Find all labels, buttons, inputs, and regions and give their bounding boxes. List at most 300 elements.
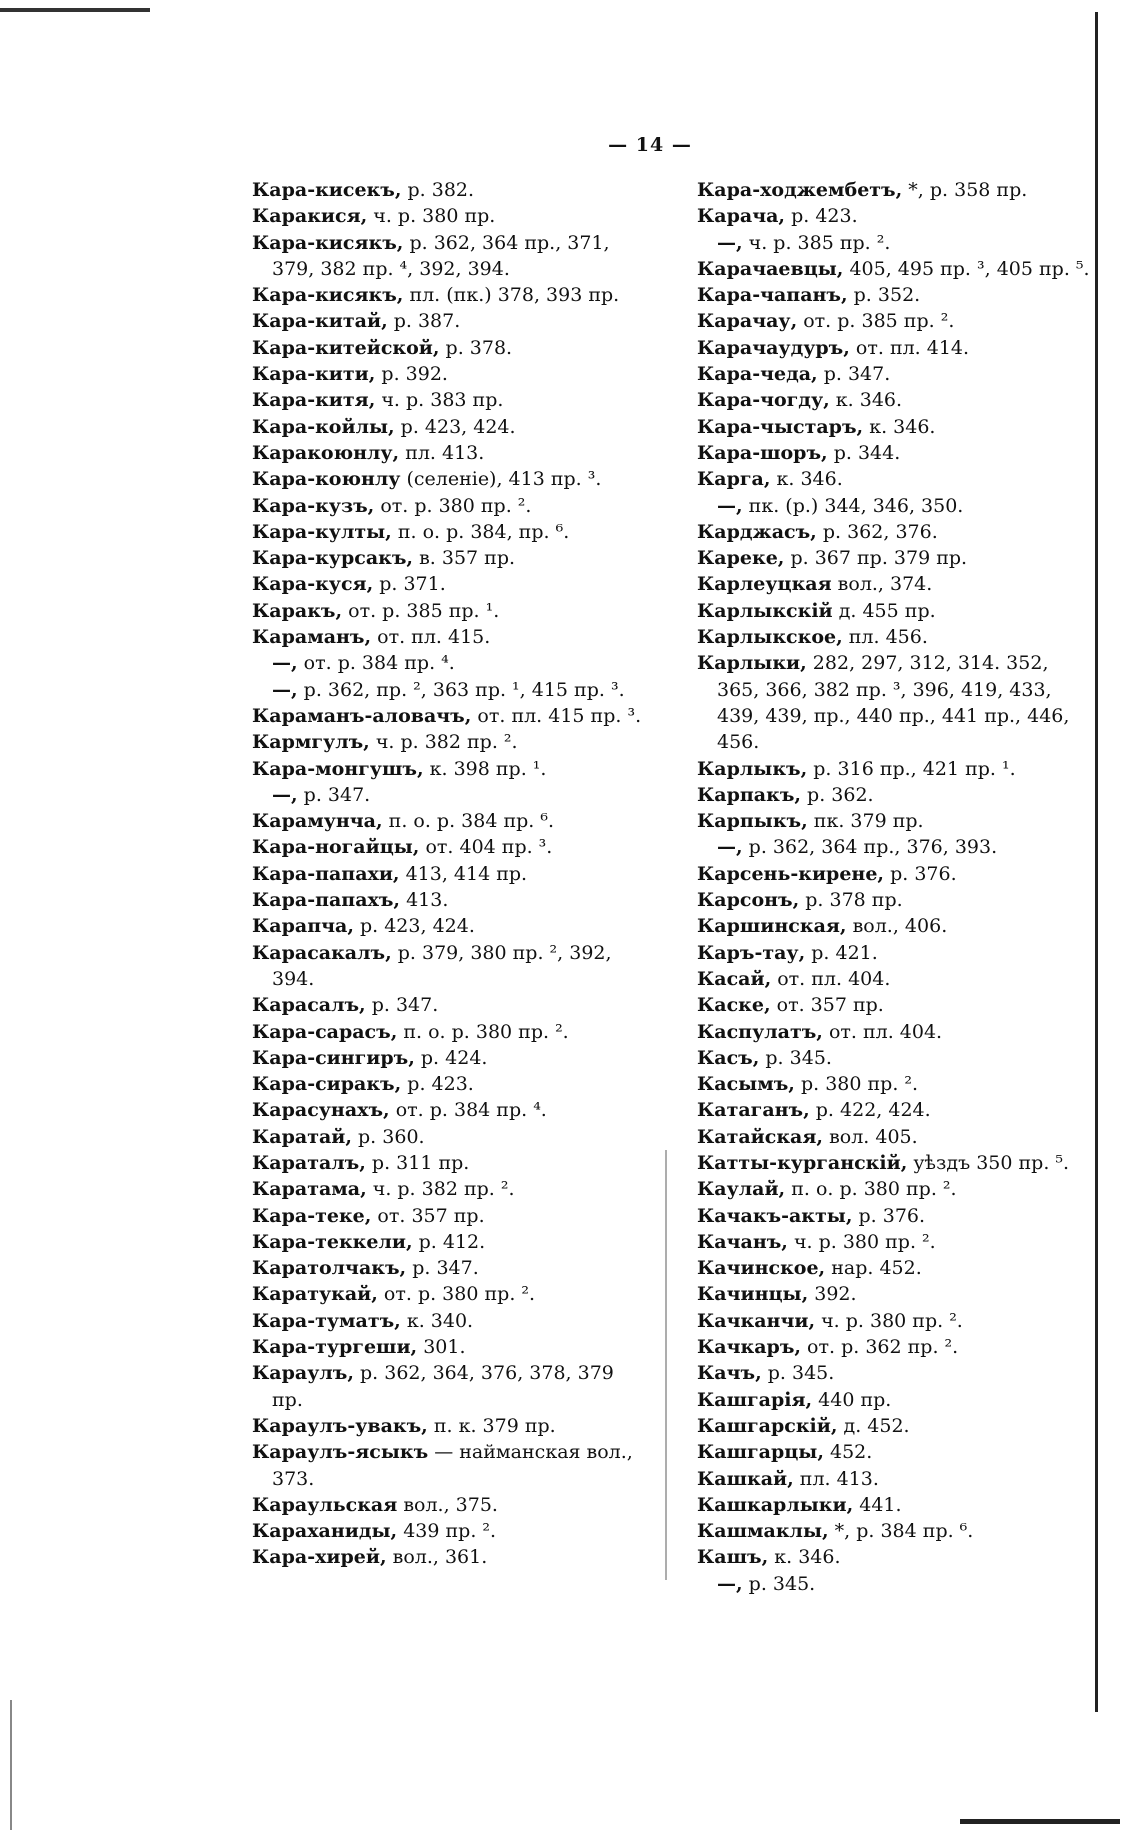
index-entry <box>697 519 1095 545</box>
scan-edge-mark-top <box>0 8 150 12</box>
entry-headword: —, <box>717 494 743 517</box>
index-entry <box>697 834 1095 860</box>
entry-references: р. 347. <box>365 994 439 1017</box>
index-column-left <box>252 177 642 1571</box>
entry-headword: Кара-папахи, <box>252 862 400 885</box>
index-entry <box>697 782 1095 808</box>
entry-references: д. 455 пр. <box>832 599 936 622</box>
entry-headword: Кара-китя, <box>252 389 376 412</box>
entry-headword: Карачаевцы, <box>697 257 844 280</box>
entry-references: 441. <box>853 1493 902 1516</box>
index-entry <box>697 966 1095 992</box>
entry-headword: Каршинская, <box>697 915 847 938</box>
entry-headword: Каракися, <box>252 205 368 228</box>
index-entry <box>697 493 1095 519</box>
entry-references: от. 357 пр. <box>371 1204 485 1227</box>
index-entry <box>252 466 642 492</box>
entry-headword: Караулъ-увакъ, <box>252 1414 428 1437</box>
index-entry <box>697 1360 1095 1386</box>
entry-references: ч. р. 382 пр. ². <box>369 731 518 754</box>
scan-edge-mark-bottom <box>960 1819 1120 1824</box>
column-divider <box>665 1150 667 1580</box>
entry-references: ч. р. 380 пр. ². <box>815 1309 963 1332</box>
entry-references: п. к. 379 пр. <box>427 1414 556 1437</box>
entry-references: 452. <box>823 1441 873 1464</box>
entry-headword: Качканчи, <box>697 1309 816 1332</box>
entry-references: от. р. 385 пр. ². <box>797 310 955 333</box>
index-entry <box>697 466 1095 492</box>
index-entry <box>252 335 642 361</box>
entry-references: от. пл. 404. <box>822 1020 943 1043</box>
entry-references: 392. <box>808 1283 857 1306</box>
entry-headword: Карачау, <box>697 310 798 333</box>
index-entry <box>697 545 1095 571</box>
entry-headword: Кара-кити, <box>252 363 376 386</box>
entry-references: от. р. 384 пр. ⁴. <box>389 1099 547 1122</box>
index-entry <box>252 1308 642 1334</box>
entry-references: р. 380 пр. ². <box>794 1073 919 1096</box>
entry-headword: Кашкарлыки, <box>697 1493 854 1516</box>
entry-headword: Карача, <box>697 205 786 228</box>
index-entry <box>697 1518 1095 1544</box>
entry-references: р. 345. <box>742 1572 816 1595</box>
index-entry <box>697 571 1095 597</box>
entry-references: к. 346. <box>770 468 843 491</box>
entry-references: р. 347. <box>297 783 371 806</box>
entry-headword: Караталъ, <box>252 1151 366 1174</box>
index-entry <box>252 282 642 308</box>
entry-headword: Кашъ, <box>697 1546 769 1569</box>
entry-headword: Кара-хирей, <box>252 1546 387 1569</box>
index-entry <box>697 440 1095 466</box>
entry-headword: Караманъ-аловачъ, <box>252 704 472 727</box>
entry-headword: Карлыкскій <box>697 599 833 622</box>
index-entry <box>697 1492 1095 1518</box>
entry-headword: Каспулатъ, <box>697 1020 823 1043</box>
entry-references: р. 376. <box>884 862 957 885</box>
index-entry <box>697 650 1095 755</box>
index-entry <box>252 650 642 676</box>
entry-references: от. пл. 415 пр. ³. <box>471 704 642 727</box>
entry-references: р. 392. <box>375 363 448 386</box>
entry-headword: Кареке, <box>697 547 785 570</box>
entry-headword: Кара-кисякъ, <box>252 284 404 307</box>
index-entry <box>252 756 642 782</box>
index-entry <box>697 808 1095 834</box>
index-entry <box>252 230 642 283</box>
index-entry <box>697 414 1095 440</box>
index-entry <box>697 1387 1095 1413</box>
entry-references: р. 352. <box>847 284 921 307</box>
entry-headword: Карсонъ, <box>697 889 800 912</box>
entry-headword: Кара-чогду, <box>697 389 830 412</box>
index-entry <box>697 1045 1095 1071</box>
index-entry <box>252 940 642 993</box>
index-entry <box>697 1466 1095 1492</box>
index-entry <box>697 1439 1095 1465</box>
entry-references: вол., 375. <box>397 1493 498 1516</box>
entry-headword: Кара-китай, <box>252 310 388 333</box>
index-entry <box>697 1308 1095 1334</box>
index-entry <box>252 203 642 229</box>
entry-references: 301. <box>417 1336 466 1359</box>
entry-headword: Кашгарцы, <box>697 1441 824 1464</box>
entry-headword: Карлыки, <box>697 652 807 675</box>
entry-headword: Карачаудуръ, <box>697 336 850 359</box>
index-entry <box>697 992 1095 1018</box>
entry-references: от. пл. 414. <box>849 336 970 359</box>
index-entry <box>252 808 642 834</box>
entry-headword: Карасакалъ, <box>252 941 392 964</box>
index-entry <box>252 1492 642 1518</box>
index-entry <box>697 1071 1095 1097</box>
entry-references: п. о. р. 380 пр. ². <box>397 1020 569 1043</box>
entry-headword: Карпакъ, <box>697 783 802 806</box>
index-entry <box>252 624 642 650</box>
page-number: — 14 — <box>608 134 692 156</box>
entry-headword: Кара-чапанъ, <box>697 284 848 307</box>
index-column-right <box>697 177 1095 1597</box>
entry-headword: Каратама, <box>252 1178 367 1201</box>
entry-headword: Каратолчакъ, <box>252 1257 407 1280</box>
index-entry <box>252 992 642 1018</box>
entry-headword: Карга, <box>697 468 771 491</box>
index-entry <box>252 440 642 466</box>
entry-references: р. 376. <box>852 1204 926 1227</box>
entry-headword: Кара-чыстаръ, <box>697 415 864 438</box>
entry-references: к. 398 пр. ¹. <box>423 757 547 780</box>
entry-headword: Кара-сингиръ, <box>252 1046 415 1069</box>
index-entry <box>697 940 1095 966</box>
entry-references: от. пл. 415. <box>371 626 491 649</box>
index-entry <box>252 519 642 545</box>
entry-references: вол., 361. <box>386 1546 488 1569</box>
entry-headword: Кара-курсакъ, <box>252 547 414 570</box>
entry-headword: Кара-сиракъ, <box>252 1073 402 1096</box>
entry-headword: Касай, <box>697 967 772 990</box>
entry-references: р. 362, 376. <box>816 520 938 543</box>
entry-references: р. 362, пр. ², 363 пр. ¹, 415 пр. ³. <box>297 678 625 701</box>
index-entry <box>252 598 642 624</box>
entry-headword: Кара-ходжембетъ, <box>697 179 903 201</box>
scan-edge-mark-left <box>10 1700 12 1830</box>
index-entry <box>252 887 642 913</box>
index-entry <box>252 703 642 729</box>
index-entry <box>252 1019 642 1045</box>
index-entry <box>697 335 1095 361</box>
entry-headword: Караулъ-ясыкъ <box>252 1441 429 1464</box>
index-entry <box>697 913 1095 939</box>
index-entry <box>697 203 1095 229</box>
entry-references: от. р. 380 пр. ². <box>374 494 532 517</box>
entry-headword: Каратай, <box>252 1125 352 1148</box>
index-entry <box>252 1150 642 1176</box>
entry-headword: Кара-култы, <box>252 520 392 543</box>
index-entry <box>697 1571 1095 1597</box>
entry-references: нар. 452. <box>825 1257 922 1280</box>
index-entry <box>697 1255 1095 1281</box>
entry-references: ч. р. 382 пр. ². <box>366 1178 515 1201</box>
entry-headword: Кара-сарасъ, <box>252 1020 398 1043</box>
index-entry <box>697 1124 1095 1150</box>
index-entry <box>252 493 642 519</box>
index-entry <box>697 308 1095 334</box>
entry-references: р. 362, 364 пр., 371, 379, 382 пр. ⁴, 392, 394. <box>272 231 610 280</box>
entry-references: п. о. р. 380 пр. ². <box>785 1178 957 1201</box>
entry-references: 440 пр. <box>812 1388 892 1411</box>
index-entry <box>697 1019 1095 1045</box>
entry-headword: Карапча, <box>252 915 354 938</box>
entry-headword: —, <box>717 1572 743 1595</box>
entry-headword: Кара-теке, <box>252 1204 372 1227</box>
entry-headword: Кашмаклы, <box>697 1520 829 1543</box>
index-entry <box>697 598 1095 624</box>
entry-headword: Кара-папахъ, <box>252 889 401 912</box>
entry-headword: Кармгулъ, <box>252 731 370 754</box>
entry-references: ч. р. 380 пр. <box>367 205 496 228</box>
entry-headword: Кашгарія, <box>697 1388 813 1411</box>
index-entry <box>252 177 642 203</box>
index-entry <box>252 834 642 860</box>
entry-references: п. о. р. 384, пр. ⁶. <box>391 520 570 543</box>
index-entry <box>252 1045 642 1071</box>
entry-headword: Каулай, <box>697 1178 786 1201</box>
entry-references: р. 422, 424. <box>809 1099 931 1122</box>
entry-references: вол., 374. <box>831 573 933 596</box>
index-entry <box>252 1281 642 1307</box>
entry-references: р. 344. <box>827 441 901 464</box>
entry-headword: Кара-теккели, <box>252 1230 413 1253</box>
entry-headword: Кара-ногайцы, <box>252 836 420 859</box>
index-entry <box>697 861 1095 887</box>
index-entry <box>252 1413 642 1439</box>
entry-references: от. 357 пр. <box>770 994 884 1017</box>
entry-references: *, р. 358 пр. <box>902 179 1028 201</box>
entry-references: от. 404 пр. ³. <box>419 836 553 859</box>
index-entry <box>252 677 642 703</box>
entry-references: ч. р. 380 пр. ². <box>787 1230 936 1253</box>
index-entry <box>252 387 642 413</box>
entry-headword: Кашкай, <box>697 1467 794 1490</box>
entry-headword: Качкаръ, <box>697 1336 802 1359</box>
entry-headword: Карджасъ, <box>697 520 817 543</box>
entry-headword: Карaулъ, <box>252 1362 354 1385</box>
entry-references: вол., 406. <box>846 915 948 938</box>
entry-headword: Карасалъ, <box>252 994 366 1017</box>
entry-headword: Кара-койлы, <box>252 415 395 438</box>
index-entry <box>252 545 642 571</box>
entry-references: к. 346. <box>768 1546 841 1569</box>
entry-headword: —, <box>272 652 298 675</box>
entry-references: от. р. 380 пр. ². <box>377 1283 536 1306</box>
index-entry <box>252 1071 642 1097</box>
index-entry <box>252 1255 642 1281</box>
index-entry <box>252 1097 642 1123</box>
entry-references: р. 379, 380 пр. ², 392, 394. <box>272 941 612 990</box>
index-entry <box>697 1229 1095 1255</box>
entry-references: р. 360. <box>351 1125 425 1148</box>
index-entry <box>252 308 642 334</box>
entry-references: пл. (пк.) 378, 393 пр. <box>403 284 620 307</box>
index-entry <box>697 887 1095 913</box>
entry-headword: Качанъ, <box>697 1230 788 1253</box>
entry-references: д. 452. <box>837 1414 910 1437</box>
entry-headword: Касъ, <box>697 1046 760 1069</box>
index-entry <box>697 256 1095 282</box>
entry-references: р. 423, 424. <box>353 915 475 938</box>
entry-references: к. 346. <box>829 389 903 412</box>
entry-references: р. 378. <box>439 336 513 359</box>
entry-headword: Карамунча, <box>252 810 383 833</box>
index-entry <box>697 1097 1095 1123</box>
index-entry <box>697 361 1095 387</box>
index-entry <box>697 1413 1095 1439</box>
entry-references: 413, 414 пр. <box>399 862 528 885</box>
index-entry <box>697 1544 1095 1570</box>
entry-headword: Катайская, <box>697 1125 824 1148</box>
entry-references: в. 357 пр. <box>413 547 516 570</box>
entry-headword: Каске, <box>697 994 771 1017</box>
entry-references: вол. 405. <box>823 1125 918 1148</box>
index-entry <box>697 230 1095 256</box>
entry-references: р. 362. <box>801 783 874 806</box>
entry-headword: Кашгарскій, <box>697 1414 838 1437</box>
entry-references: ч. р. 383 пр. <box>375 389 504 412</box>
index-entry <box>697 282 1095 308</box>
index-entry <box>697 177 1095 203</box>
index-entry <box>697 1334 1095 1360</box>
entry-references: уѣздъ 350 пр. ⁵. <box>907 1151 1070 1174</box>
entry-references: р. 382. <box>401 179 475 201</box>
entry-references: р. 378 пр. <box>799 889 903 912</box>
entry-headword: Качинское, <box>697 1257 826 1280</box>
entry-references: р. 423. <box>785 205 858 228</box>
entry-references: р. 412. <box>412 1230 486 1253</box>
entry-references: р. 371. <box>373 573 446 596</box>
entry-headword: Каратукай, <box>252 1283 378 1306</box>
entry-references: 405, 495 пр. ³, 405 пр. ⁵. <box>843 257 1090 280</box>
entry-references: пл. 456. <box>842 626 928 649</box>
entry-headword: Качинцы, <box>697 1283 809 1306</box>
entry-references: р. 423. <box>401 1073 474 1096</box>
entry-headword: Карлыкъ, <box>697 757 808 780</box>
entry-references: от. р. 384 пр. ⁴. <box>297 652 455 675</box>
index-entry <box>252 1124 642 1150</box>
entry-references: 282, 297, 312, 314. 352, 365, 366, 382 пр. ³, 396, 419, 433, 439, 439, пр., 440 пр., 441 пр., 446, 456. <box>717 652 1070 754</box>
entry-references: р. 367 пр. 379 пр. <box>784 547 968 570</box>
entry-references: от. р. 385 пр. ¹. <box>342 599 500 622</box>
index-entry <box>252 571 642 597</box>
entry-references: — найманская вол., 373. <box>272 1441 633 1490</box>
entry-references: р. 316 пр., 421 пр. ¹. <box>807 757 1016 780</box>
entry-references: р. 423, 424. <box>394 415 516 438</box>
entry-headword: Карлеуцкая <box>697 573 832 596</box>
entry-headword: Кара-туматъ, <box>252 1309 401 1332</box>
entry-references: 413. <box>400 889 449 912</box>
index-entry <box>252 729 642 755</box>
entry-references: р. 345. <box>759 1046 832 1069</box>
entry-references: п. о. р. 384 пр. ⁶. <box>382 810 555 833</box>
entry-headword: Кара-китейской, <box>252 336 440 359</box>
entry-references: р. 421. <box>805 941 878 964</box>
entry-headword: Караханиды, <box>252 1520 398 1543</box>
entry-headword: Кара-шоръ, <box>697 441 828 464</box>
entry-headword: Каръ-тау, <box>697 941 806 964</box>
index-entry <box>252 1518 642 1544</box>
index-entry <box>252 861 642 887</box>
index-entry <box>252 1360 642 1413</box>
entry-headword: Карпыкъ, <box>697 810 808 833</box>
entry-headword: Кара-тургеши, <box>252 1336 418 1359</box>
entry-headword: —, <box>272 783 298 806</box>
entry-references: пк. (р.) 344, 346, 350. <box>742 494 964 517</box>
index-entry <box>697 624 1095 650</box>
index-entry <box>252 1176 642 1202</box>
entry-headword: Каракоюнлу, <box>252 441 400 464</box>
entry-headword: —, <box>272 678 298 701</box>
entry-headword: Кара-монгушъ, <box>252 757 424 780</box>
entry-headword: Касымъ, <box>697 1073 795 1096</box>
entry-headword: —, <box>717 231 743 254</box>
scan-edge-rule-right <box>1095 12 1098 1712</box>
entry-references: р. 362, 364, 376, 378, 379 пр. <box>272 1362 614 1411</box>
entry-references: р. 362, 364 пр., 376, 393. <box>742 836 998 859</box>
entry-headword: Карлыкское, <box>697 626 843 649</box>
entry-headword: Катаганъ, <box>697 1099 810 1122</box>
entry-headword: Кара-кисекъ, <box>252 179 402 201</box>
entry-references: р. 345. <box>761 1362 835 1385</box>
entry-headword: Качакъ-акты, <box>697 1204 853 1227</box>
index-entry <box>252 414 642 440</box>
index-entry <box>252 1203 642 1229</box>
entry-headword: Кара-чеда, <box>697 363 818 386</box>
entry-references: от. пл. 404. <box>771 967 891 990</box>
entry-references: 439 пр. ². <box>397 1520 497 1543</box>
entry-references: пк. 379 пр. <box>807 810 924 833</box>
entry-headword: —, <box>717 836 743 859</box>
entry-headword: Качъ, <box>697 1362 762 1385</box>
entry-references: р. 347. <box>406 1257 479 1280</box>
entry-headword: Карасунахъ, <box>252 1099 390 1122</box>
index-entry <box>697 1176 1095 1202</box>
entry-references: р. 347. <box>817 363 891 386</box>
entry-headword: Караманъ, <box>252 626 372 649</box>
entry-references: *, р. 384 пр. ⁶. <box>828 1520 974 1543</box>
entry-headword: Каракъ, <box>252 599 343 622</box>
entry-references: пл. 413. <box>399 441 485 464</box>
entry-headword: Кара-кисякъ, <box>252 231 404 254</box>
index-entry <box>252 913 642 939</box>
entry-headword: Кара-куся, <box>252 573 374 596</box>
index-entry <box>697 1203 1095 1229</box>
index-entry <box>697 387 1095 413</box>
index-entry <box>252 1229 642 1255</box>
entry-references: пл. 413. <box>793 1467 879 1490</box>
entry-headword: Катты-курганскій, <box>697 1151 908 1174</box>
index-entry <box>252 782 642 808</box>
index-entry <box>697 756 1095 782</box>
index-entry <box>252 1334 642 1360</box>
entry-headword: Кара-коюнлу <box>252 468 401 491</box>
index-entry <box>252 361 642 387</box>
entry-references: р. 311 пр. <box>365 1151 470 1174</box>
entry-references: к. 340. <box>400 1309 474 1332</box>
entry-references: р. 387. <box>387 310 461 333</box>
index-entry <box>697 1281 1095 1307</box>
entry-references: от. р. 362 пр. ². <box>801 1336 959 1359</box>
index-entry <box>252 1439 642 1492</box>
entry-headword: Кара-кузъ, <box>252 494 375 517</box>
